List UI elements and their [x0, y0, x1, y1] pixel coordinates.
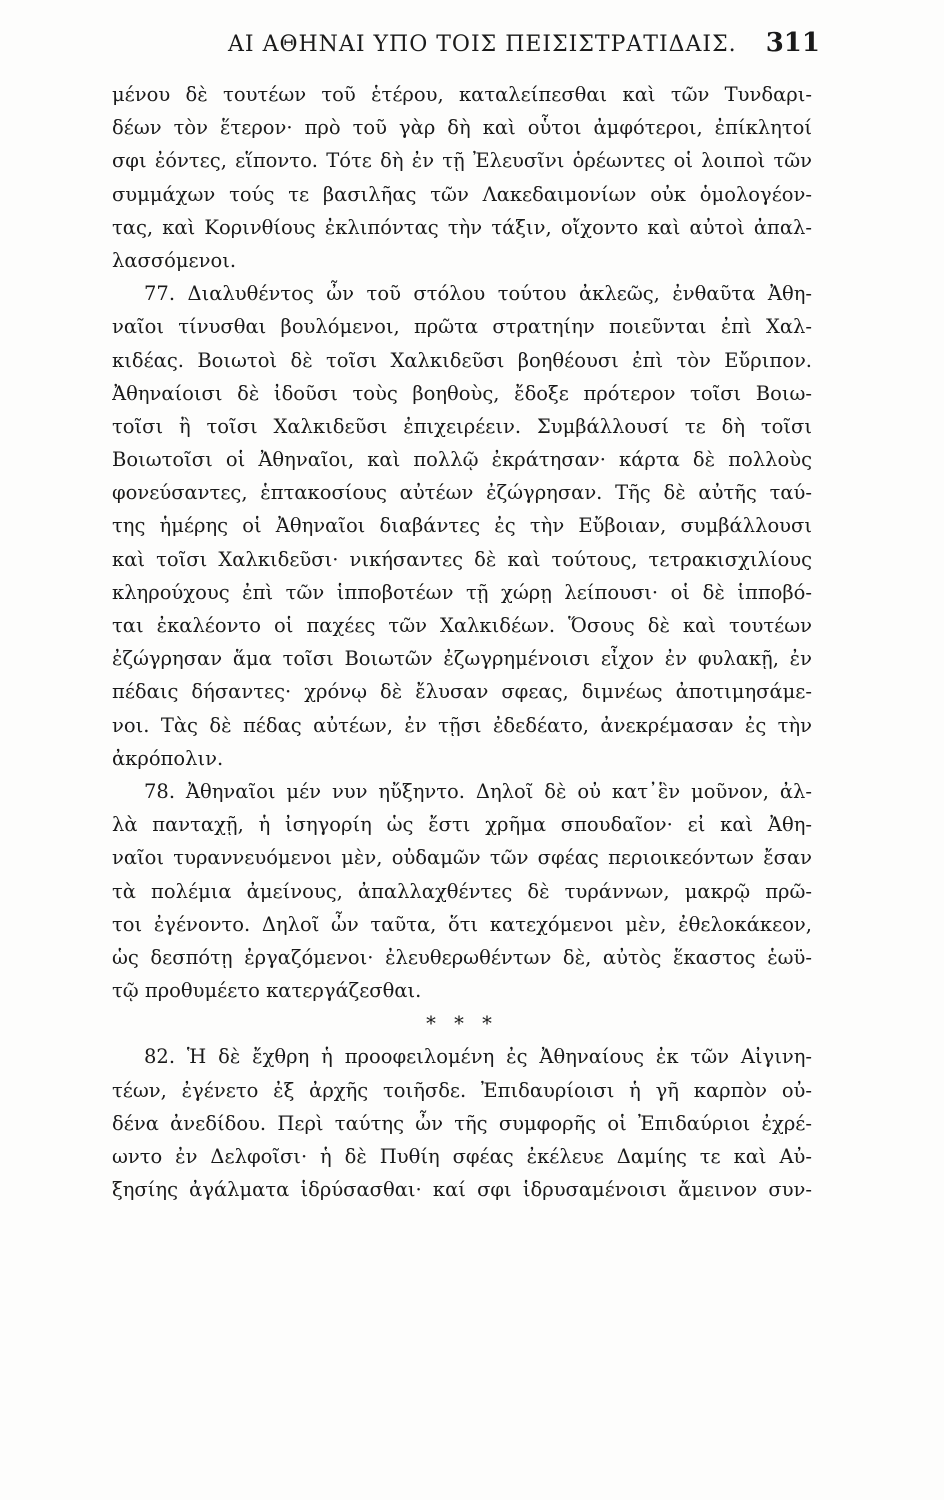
text-line: ναῖοι τίνυσθαι βουλόμενοι, πρῶτα στρατηίην ποιεῦνται ἐπὶ Χαλ-: [112, 315, 812, 339]
text-line: τῷ προθυμέετο κατεργάζεσθαι.: [112, 979, 422, 1003]
text-line: συμμάχων τούς τε βασιλῆας τῶν Λακεδαιμονίων οὐκ ὁμολογέον-: [112, 182, 812, 206]
text-line: λασσόμενοι.: [112, 248, 237, 272]
text-line: ἀκρόπολιν.: [112, 746, 224, 770]
text-line: καὶ τοῖσι Χαλκιδεῦσι· νικήσαντες δὲ καὶ τούτους, τετρακισχιλίους: [112, 547, 812, 571]
page-header: [228, 28, 820, 68]
text-line: κιδέας. Βοιωτοὶ δὲ τοῖσι Χαλκιδεῦσι βοηθέουσι ἐπὶ τὸν Εὔριπον.: [112, 348, 812, 372]
text-line: δέων τὸν ἕτερον· πρὸ τοῦ γὰρ δὴ καὶ οὗτοι ἀμφότεροι, ἐπίκλητοί: [112, 116, 812, 140]
text-line: λὰ πανταχῇ, ἡ ἰσηγορίη ὡς ἔστι χρῆμα σπουδαῖον· εἰ καὶ Ἀθη-: [112, 813, 812, 837]
text-line: ται ἐκαλέοντο οἱ παχέες τῶν Χαλκιδέων. Ὅσους δὲ καὶ τουτέων: [112, 614, 812, 637]
text-line: τοι ἐγένοντο. Δηλοῖ ὦν ταῦτα, ὅτι κατεχόμενοι μὲν, ἐθελοκάκεον,: [112, 912, 812, 936]
text-line: Βοιωτοῖσι οἱ Ἀθηναῖοι, καὶ πολλῷ ἐκράτησαν· κάρτα δὲ πολλοὺς: [112, 448, 812, 472]
text-line: ὡς δεσπότῃ ἐργαζόμενοι· ἐλευθερωθέντων δὲ, αὐτὸς ἕκαστος ἑωϋ-: [112, 945, 812, 969]
text-line: τοῖσι ἢ τοῖσι Χαλκιδεῦσι ἐπιχειρέειν. Συμβάλλουσί τε δὴ τοῖσι: [112, 414, 812, 438]
text-line: ξησίης ἀγάλματα ἱδρύσασθαι· καί σφι ἱδρυσαμένοισι ἄμεινον συν-: [112, 1178, 812, 1202]
body-text: [112, 78, 812, 1206]
section-separator: * * *: [426, 1012, 498, 1036]
text-line: δένα ἀνεδίδου. Περὶ ταύτης ὦν τῆς συμφορῆς οἱ Ἐπιδαύριοι ἐχρέ-: [112, 1111, 812, 1135]
text-line: ωντο ἐν Δελφοῖσι· ἡ δὲ Πυθίη σφέας ἐκέλευε Δαμίης τε καὶ Αὐ-: [112, 1145, 812, 1168]
text-line: 82. Ἡ δὲ ἔχθρη ἡ προοφειλομένη ἐς Ἀθηναίους ἐκ τῶν Αἰγινη-: [144, 1045, 812, 1069]
text-line: πέδαις δήσαντες· χρόνῳ δὲ ἔλυσαν σφεας, διμνέως ἀποτιμησάμε-: [112, 680, 812, 704]
text-line: Ἀθηναίοισι δὲ ἰδοῦσι τοὺς βοηθοὺς, ἔδοξε πρότερον τοῖσι Βοιω-: [112, 381, 812, 405]
text-line: 77. Διαλυθέντος ὦν τοῦ στόλου τούτου ἀκλεῶς, ἐνθαῦτα Ἀθη-: [144, 282, 812, 306]
text-line: 78. Ἀθηναῖοι μέν νυν ηὔξηντο. Δηλοῖ δὲ οὐ κατ᾽ἓν μοῦνον, ἀλ-: [144, 779, 812, 803]
text-line: σφι ἐόντες, εἵποντο. Τότε δὴ ἐν τῇ Ἐλευσῖνι ὁρέωντες οἱ λοιποὶ τῶν: [112, 149, 812, 173]
text-line: μένου δὲ τουτέων τοῦ ἑτέρου, καταλείπεσθαι καὶ τῶν Τυνδαρι-: [112, 83, 812, 106]
page-number: 311: [765, 28, 820, 58]
text-line: κληρούχους ἐπὶ τῶν ἱπποβοτέων τῇ χώρῃ λείπουσι· οἱ δὲ ἱπποβό-: [112, 580, 812, 604]
text-line: τας, καὶ Κορινθίους ἐκλιπόντας τὴν τάξιν, οἴχοντο καὶ αὐτοὶ ἀπαλ-: [112, 215, 812, 239]
text-line: ἐζώγρησαν ἅμα τοῖσι Βοιωτῶν ἐζωγρημένοισι εἶχον ἐν φυλακῇ, ἐν: [112, 647, 812, 671]
text-line: ναῖοι τυραννευόμενοι μὲν, οὐδαμῶν τῶν σφέας περιοικεόντων ἔσαν: [112, 846, 812, 870]
text-line: νοι. Τὰς δὲ πέδας αὐτέων, ἐν τῇσι ἐδεδέατο, ἀνεκρέμασαν ἐς τὴν: [112, 713, 812, 737]
text-line: φονεύσαντες, ἑπτακοσίους αὐτέων ἐζώγρησαν. Τῆς δὲ αὐτῆς ταύ-: [112, 481, 812, 505]
text-line: της ἡμέρης οἱ Ἀθηναῖοι διαβάντες ἐς τὴν Εὔβοιαν, συμβάλλουσι: [112, 514, 812, 538]
text-line: τέων, ἐγένετο ἐξ ἀρχῆς τοιῆσδε. Ἐπιδαυρίοισι ἡ γῆ καρπὸν οὐ-: [112, 1078, 812, 1102]
text-line: τὰ πολέμια ἀμείνους, ἀπαλλαχθέντες δὲ τυράννων, μακρῷ πρῶ-: [112, 879, 812, 903]
running-head: ΑΙ ΑΘΗΝΑΙ ΥΠΟ ΤΟΙΣ ΠΕΙΣΙΣΤΡΑΤΙΔΑΙΣ.: [228, 32, 737, 57]
